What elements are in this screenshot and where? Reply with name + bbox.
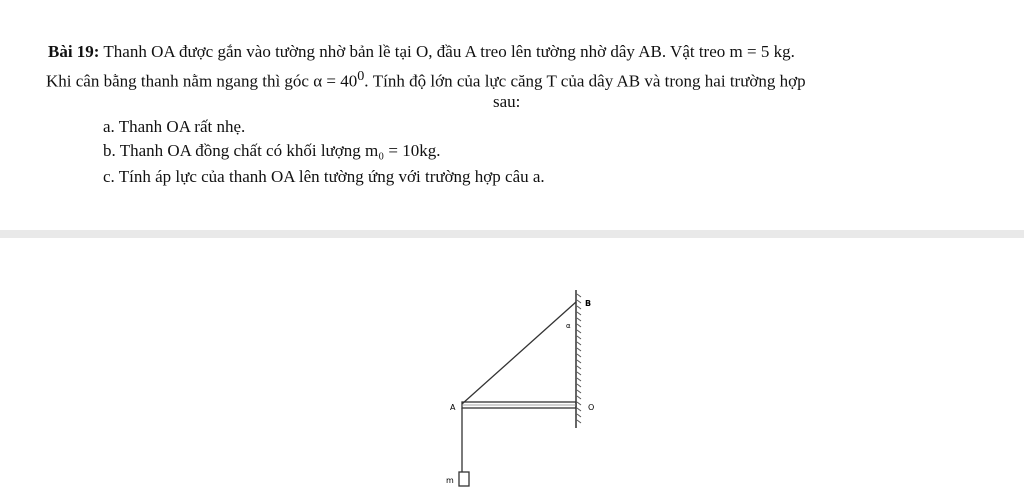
- label-m: m: [446, 476, 454, 485]
- section-divider: [0, 230, 1024, 238]
- physics-diagram: [0, 238, 1024, 495]
- string-ab: [462, 302, 576, 404]
- wall-hatching: [577, 294, 581, 423]
- problem-line-2-text-a: Khi cân bằng thanh nằm ngang thì góc α = 40: [46, 71, 358, 91]
- problem-title: Bài 19:: [48, 42, 100, 61]
- label-a: A: [450, 403, 456, 412]
- problem-statement: [0, 0, 1024, 230]
- question-b: b. Thanh OA đồng chất có khối lượng m₀ = 10kg.: [103, 141, 441, 160]
- problem-line-2-text-b: . Tính độ lớn của lực căng T của dây AB và trong hai trường hợp: [364, 71, 806, 91]
- problem-line-2: [46, 66, 806, 92]
- diagram-svg: [0, 238, 1024, 495]
- label-o: O: [588, 403, 595, 412]
- question-a: a. Thanh OA rất nhẹ.: [103, 117, 246, 136]
- problem-line-1: [48, 42, 795, 62]
- label-alpha: α: [566, 322, 571, 330]
- mass-block: [459, 472, 469, 486]
- problem-line-3: sau:: [493, 92, 521, 111]
- question-c: c. Tính áp lực của thanh OA lên tường ứng với trường hợp câu a.: [103, 167, 545, 186]
- label-b: B: [585, 299, 592, 308]
- problem-line-1-text: Thanh OA được gắn vào tường nhờ bản lề tại O, đầu A treo lên tường nhờ dây AB. Vật treo m = 5 kg.: [99, 42, 795, 61]
- degree-superscript: 0: [357, 68, 365, 84]
